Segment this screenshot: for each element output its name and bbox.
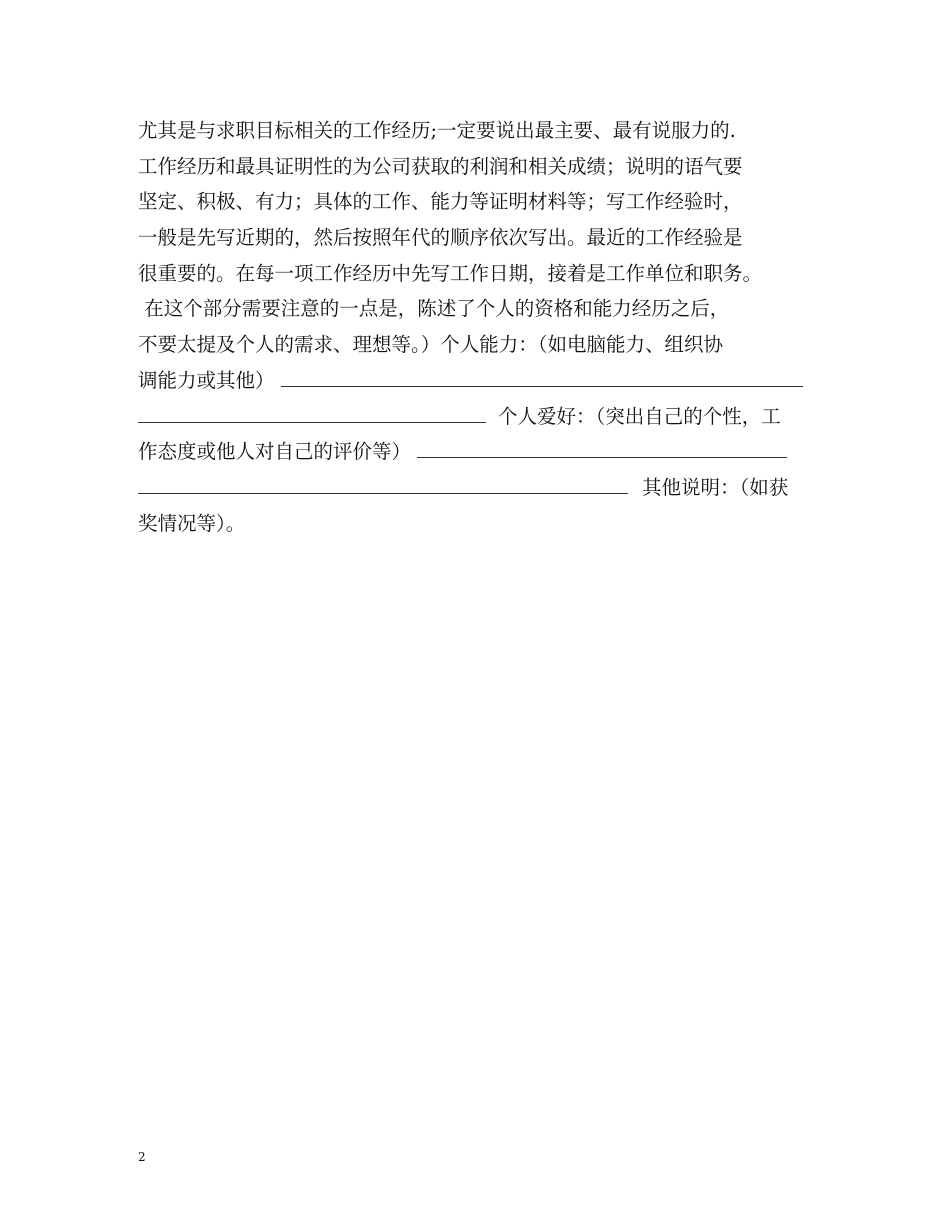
text-line xyxy=(138,399,818,435)
text-line xyxy=(138,327,818,363)
text-line xyxy=(138,220,818,256)
text-line-content: 个人爱好：（突出自己的个性，工 xyxy=(498,404,781,428)
text-line xyxy=(138,184,818,220)
text-line-content: 很重要的。在每一项工作经历中先写工作日期，接着是工作单位和职务。 xyxy=(138,261,763,285)
text-line-content: 作态度或他人对自己的评价等） xyxy=(138,440,412,464)
fill-in-blank-line xyxy=(417,435,787,458)
fill-in-blank-line xyxy=(281,364,803,387)
text-line-content: 坚定、积极、有力；具体的工作、能力等证明材料等；写工作经验时， xyxy=(138,190,743,214)
page-number: 2 xyxy=(138,1150,146,1164)
text-line-content: 其他说明：（如获 xyxy=(642,475,789,499)
text-line xyxy=(138,291,818,327)
text-line-content: 一般是先写近期的，然后按照年代的顺序依次写出。最近的工作经验是 xyxy=(138,226,743,250)
text-line xyxy=(138,113,818,149)
text-line xyxy=(138,363,818,399)
document-body xyxy=(138,113,818,541)
text-line xyxy=(138,434,818,470)
text-line-content: 工作经历和最具证明性的为公司获取的利润和相关成绩；说明的语气要 xyxy=(138,154,743,178)
text-line xyxy=(138,470,818,506)
fill-in-blank-line xyxy=(138,471,628,494)
text-line xyxy=(138,256,818,292)
text-line-content: 在这个部分需要注意的一点是，陈述了个人的资格和能力经历之后， xyxy=(138,297,730,321)
text-line-content: 尤其是与求职目标相关的工作经历;一定要说出最主要、最有说服力的. xyxy=(138,119,736,142)
text-line-content: 调能力或其他） xyxy=(138,368,275,392)
text-line xyxy=(138,149,818,185)
text-line-content: 奖情况等）。 xyxy=(138,511,246,535)
text-line xyxy=(138,506,818,542)
fill-in-blank-line xyxy=(138,400,486,423)
text-line-content: 不要太提及个人的需求、理想等。）个人能力：（如电脑能力、组织协 xyxy=(138,333,724,357)
